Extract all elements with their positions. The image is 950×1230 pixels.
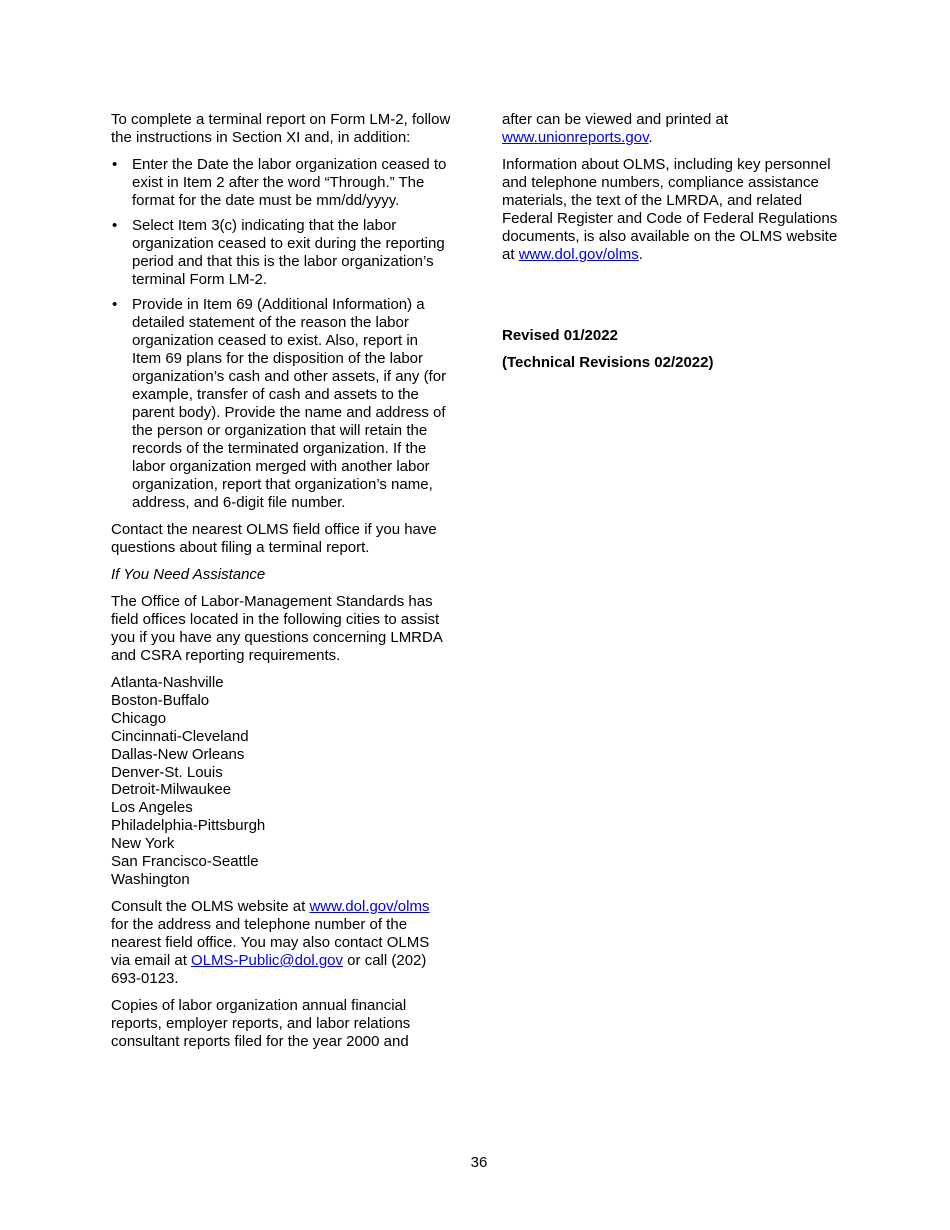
consult-paragraph (111, 898, 451, 988)
technical-revisions-date: (Technical Revisions 02/2022) (502, 354, 714, 371)
bullet-icon: • (112, 296, 118, 313)
bullet-icon: • (112, 217, 118, 234)
unionreports-link[interactable]: www.unionreports.gov (502, 129, 649, 146)
olms-email-link[interactable]: OLMS-Public@dol.gov (191, 951, 344, 969)
olms-website-link[interactable]: www.dol.gov/olms (518, 246, 639, 263)
contact-paragraph: Contact the nearest OLMS field office if you have questions about filing a terminal report. (111, 521, 437, 556)
intro-paragraph: To complete a terminal report on Form LM-2, follow the instructions in Section XI and, in addition: (111, 111, 451, 146)
city-item: Detroit-Milwaukee (111, 781, 232, 799)
olms-website-link[interactable]: www.dol.gov/olms (309, 897, 430, 915)
left-column (111, 111, 451, 1060)
consult-text: or call (202) 693-0123. (111, 951, 427, 987)
assistance-paragraph: The Office of Labor-Management Standards has field offices located in the following cities to assist you if you have any questions concerning LMRDA and CSRA reporting requirements. (111, 593, 443, 664)
revised-date: Revised 01/2022 (502, 327, 618, 344)
list-item (111, 156, 451, 210)
list-item-text: Enter the Date the labor organization ceased to exist in Item 2 after the word “Through.” The format for the date must be mm/dd/yyyy. (132, 156, 447, 209)
continuation-text: after can be viewed and printed at (502, 111, 728, 128)
right-column (502, 111, 842, 381)
copies-paragraph: Copies of labor organization annual financial reports, employer reports, and labor relations consultant reports filed for the year 2000 and (111, 996, 411, 1050)
city-item: San Francisco-Seattle (111, 853, 259, 871)
list-item-text: Select Item 3(c) indicating that the labor organization ceased to exit during the reporting period and that this is the labor organization’s terminal Form LM-2. (132, 217, 445, 288)
bullet-icon: • (112, 156, 118, 173)
instruction-list (111, 156, 451, 512)
assistance-heading: If You Need Assistance (111, 566, 266, 583)
city-item: Atlanta-Nashville (111, 674, 224, 691)
continuation-paragraph (502, 111, 842, 147)
info-paragraph (502, 156, 842, 264)
city-item: Cincinnati-Cleveland (111, 727, 249, 745)
consult-text: for the address and telephone number of the nearest field office. You may also contact OLMS via email at (111, 915, 430, 969)
list-item-text: Provide in Item 69 (Additional Information) a detailed statement of the reason the labor organization ceased to exist. Also, report in Item 69 plans for the disposition of the labor organization’s cash and other assets, if any (for example, transfer of cash and assets to the parent body). Provide the name and address of the person or organization that will retain the records of the terminated organization. If the labor organization merged with another labor organization, report that organization’s name, address, and 6-digit file number. (132, 296, 447, 511)
city-item: Philadelphia-Pittsburgh (111, 817, 266, 835)
city-item: Washington (111, 870, 190, 888)
page-number: 36 (470, 1154, 488, 1171)
city-item: Los Angeles (111, 799, 193, 817)
city-item: Denver-St. Louis (111, 763, 223, 781)
consult-text: Consult the OLMS website at (111, 897, 310, 915)
city-item: Boston-Buffalo (111, 691, 210, 709)
city-item: New York (111, 835, 175, 853)
continuation-end: . (648, 129, 653, 146)
field-office-city-list (111, 674, 451, 889)
info-end: . (638, 246, 643, 263)
city-item: Dallas-New Orleans (111, 745, 245, 763)
list-item (111, 217, 451, 289)
city-item: Chicago (111, 709, 167, 727)
list-item (111, 296, 451, 512)
info-text: Information about OLMS, including key personnel and telephone numbers, compliance assistance materials, the text of the LMRDA, and related Federal Register and Code of Federal Regulations documents, is also available on the OLMS website at (502, 156, 838, 263)
